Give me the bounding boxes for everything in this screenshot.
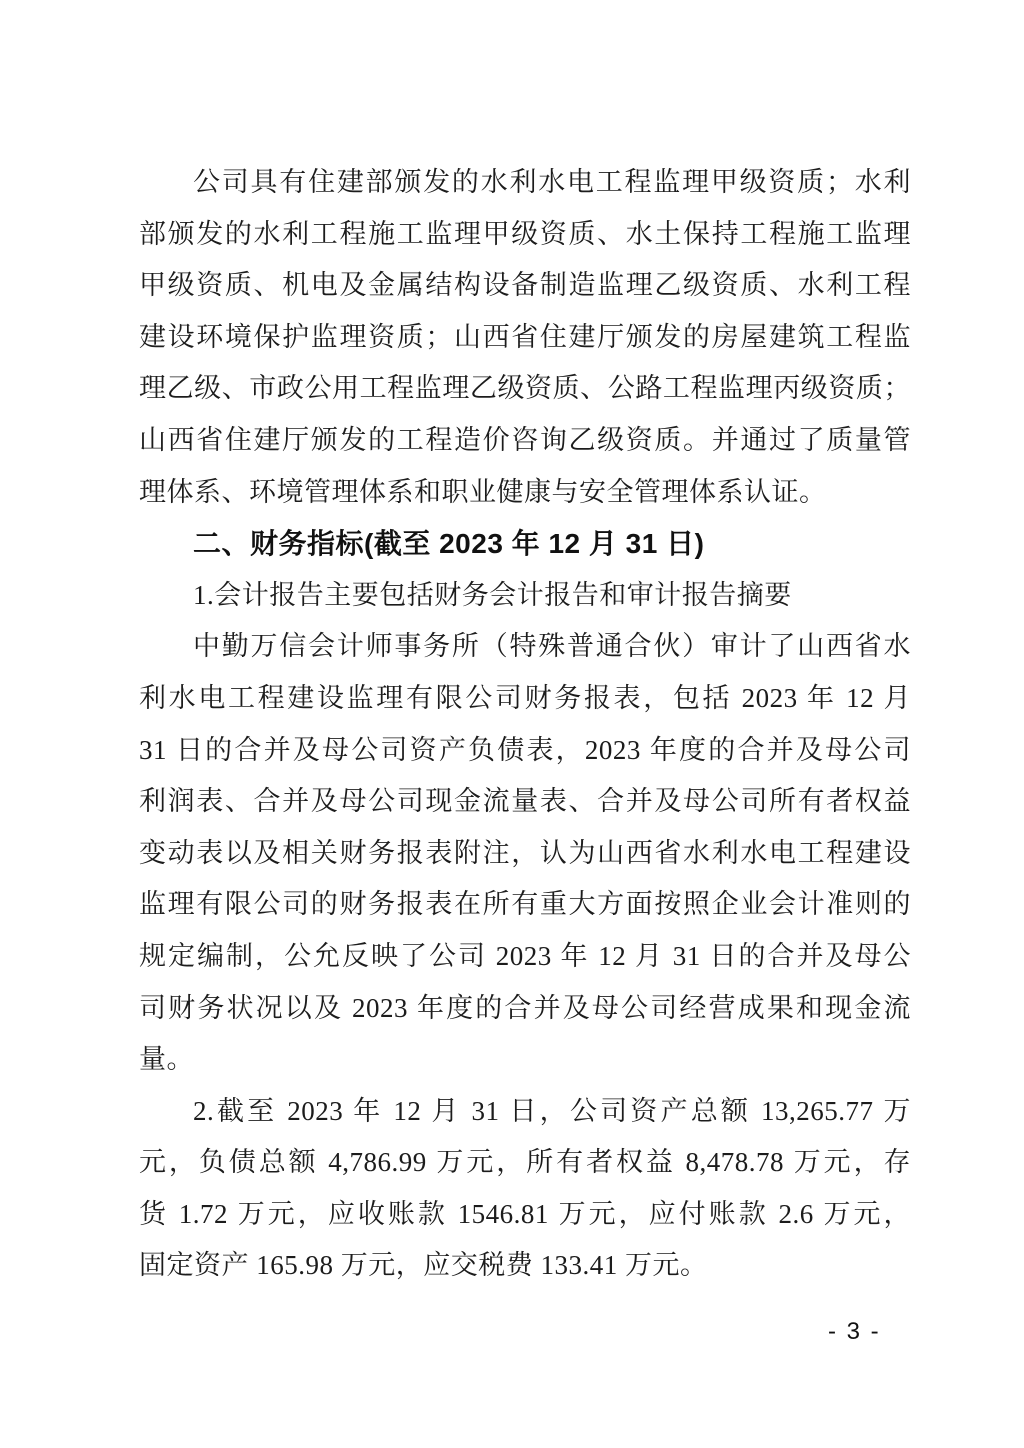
text-line: 监理有限公司的财务报表在所有重大方面按照企业会计准则的 [139, 889, 911, 920]
text-line: 2.截至 2023 年 12 月 31 日，公司资产总额 13,265.77 万 [193, 1095, 911, 1126]
text-line: 利水电工程建设监理有限公司财务报表，包括 2023 年 12 月 [139, 682, 911, 713]
text-line: 规定编制，公允反映了公司 2023 年 12 月 31 日的合并及母公 [139, 940, 911, 971]
text-line: 固定资产 165.98 万元，应交税费 133.41 万元。 [139, 1250, 708, 1281]
text-line: 甲级资质、机电及金属结构设备制造监理乙级资质、水利工程 [139, 270, 911, 301]
text-line: 建设环境保护监理资质；山西省住建厅颁发的房屋建筑工程监 [139, 321, 911, 352]
text-line: 理乙级、市政公用工程监理乙级资质、公路工程监理丙级资质； [139, 373, 911, 404]
text-line: 量。 [139, 1044, 194, 1075]
text-line: 货 1.72 万元，应收账款 1546.81 万元，应付账款 2.6 万元， [139, 1198, 911, 1229]
text-line: 31 日的合并及母公司资产负债表，2023 年度的合并及母公司 [139, 734, 911, 765]
text-line: 元，负债总额 4,786.99 万元，所有者权益 8,478.78 万元，存 [139, 1147, 911, 1178]
document-body [139, 157, 911, 1292]
text-line: 理体系、环境管理体系和职业健康与安全管理体系认证。 [139, 476, 827, 507]
text-line: 部颁发的水利工程施工监理甲级资质、水土保持工程施工监理 [139, 218, 911, 249]
text-line: 1.会计报告主要包括财务会计报告和审计报告摘要 [193, 579, 792, 610]
text-line: 利润表、合并及母公司现金流量表、合并及母公司所有者权益 [139, 786, 911, 817]
page-number: - 3 - [828, 1318, 881, 1345]
section-heading: 二、财务指标(截至 2023 年 12 月 31 日) [193, 528, 705, 560]
text-line: 山西省住建厅颁发的工程造价咨询乙级资质。并通过了质量管 [139, 424, 911, 455]
text-line: 司财务状况以及 2023 年度的合并及母公司经营成果和现金流 [139, 992, 911, 1023]
text-line: 公司具有住建部颁发的水利水电工程监理甲级资质；水利 [193, 167, 911, 197]
text-line: 变动表以及相关财务报表附注，认为山西省水利水电工程建设 [139, 837, 911, 868]
text-line: 中勤万信会计师事务所（特殊普通合伙）审计了山西省水 [193, 631, 911, 662]
